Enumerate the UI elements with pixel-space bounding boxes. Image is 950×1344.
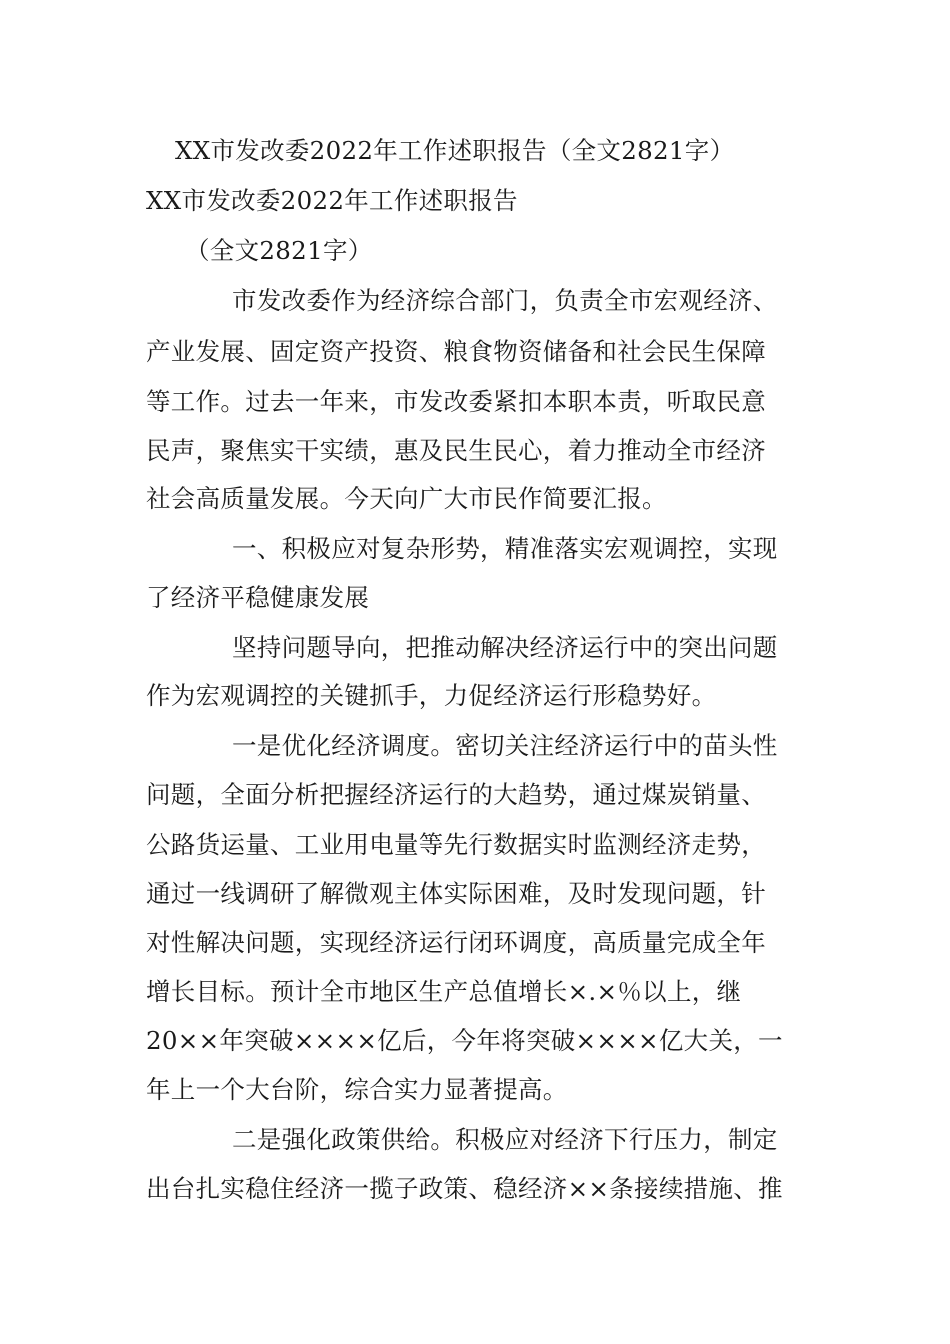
paragraph-line: 一是优化经济调度。密切关注经济运行中的苗头性 bbox=[232, 731, 778, 760]
paragraph-line: 通过一线调研了解微观主体实际困难，及时发现问题，针 bbox=[146, 879, 766, 908]
paragraph-line: 二是强化政策供给。积极应对经济下行压力，制定 bbox=[232, 1125, 778, 1154]
paragraph-line: 问题，全面分析把握经济运行的大趋势，通过煤炭销量、 bbox=[146, 780, 766, 809]
paragraph-line: 作为宏观调控的关键抓手，力促经济运行形稳势好。 bbox=[146, 681, 717, 710]
paragraph-line: 坚持问题导向，把推动解决经济运行中的突出问题 bbox=[232, 633, 778, 662]
document-heading: XX市发改委2022年工作述职报告 bbox=[146, 186, 518, 215]
paragraph-line: 产业发展、固定资产投资、粮食物资储备和社会民生保障 bbox=[146, 337, 766, 366]
paragraph-line: 社会高质量发展。今天向广大市民作简要汇报。 bbox=[146, 484, 667, 513]
paragraph-line: 民声，聚焦实干实绩，惠及民生民心，着力推动全市经济 bbox=[146, 436, 766, 465]
document-title-line: XX市发改委2022年工作述职报告（全文2821字） bbox=[175, 136, 735, 165]
paragraph-line: 增长目标。预计全市地区生产总值增长×.×％以上，继 bbox=[146, 977, 742, 1006]
paragraph-line: 对性解决问题，实现经济运行闭环调度，高质量完成全年 bbox=[146, 928, 766, 957]
word-count-note: （全文2821字） bbox=[185, 236, 373, 265]
paragraph-line: 等工作。过去一年来，市发改委紧扣本职本责，听取民意 bbox=[146, 387, 766, 416]
paragraph-line: 市发改委作为经济综合部门，负责全市宏观经济、 bbox=[232, 286, 778, 315]
section-heading-line: 一、积极应对复杂形势，精准落实宏观调控，实现 bbox=[232, 534, 778, 563]
paragraph-line: 公路货运量、工业用电量等先行数据实时监测经济走势， bbox=[146, 830, 766, 859]
paragraph-line: 出台扎实稳住经济一揽子政策、稳经济××条接续措施、推 bbox=[146, 1174, 783, 1203]
paragraph-line: 年上一个大台阶，综合实力显著提高。 bbox=[146, 1075, 568, 1104]
section-heading-line: 了经济平稳健康发展 bbox=[146, 583, 370, 612]
paragraph-line: 20××年突破××××亿后，今年将突破××××亿大关，一 bbox=[146, 1026, 783, 1055]
